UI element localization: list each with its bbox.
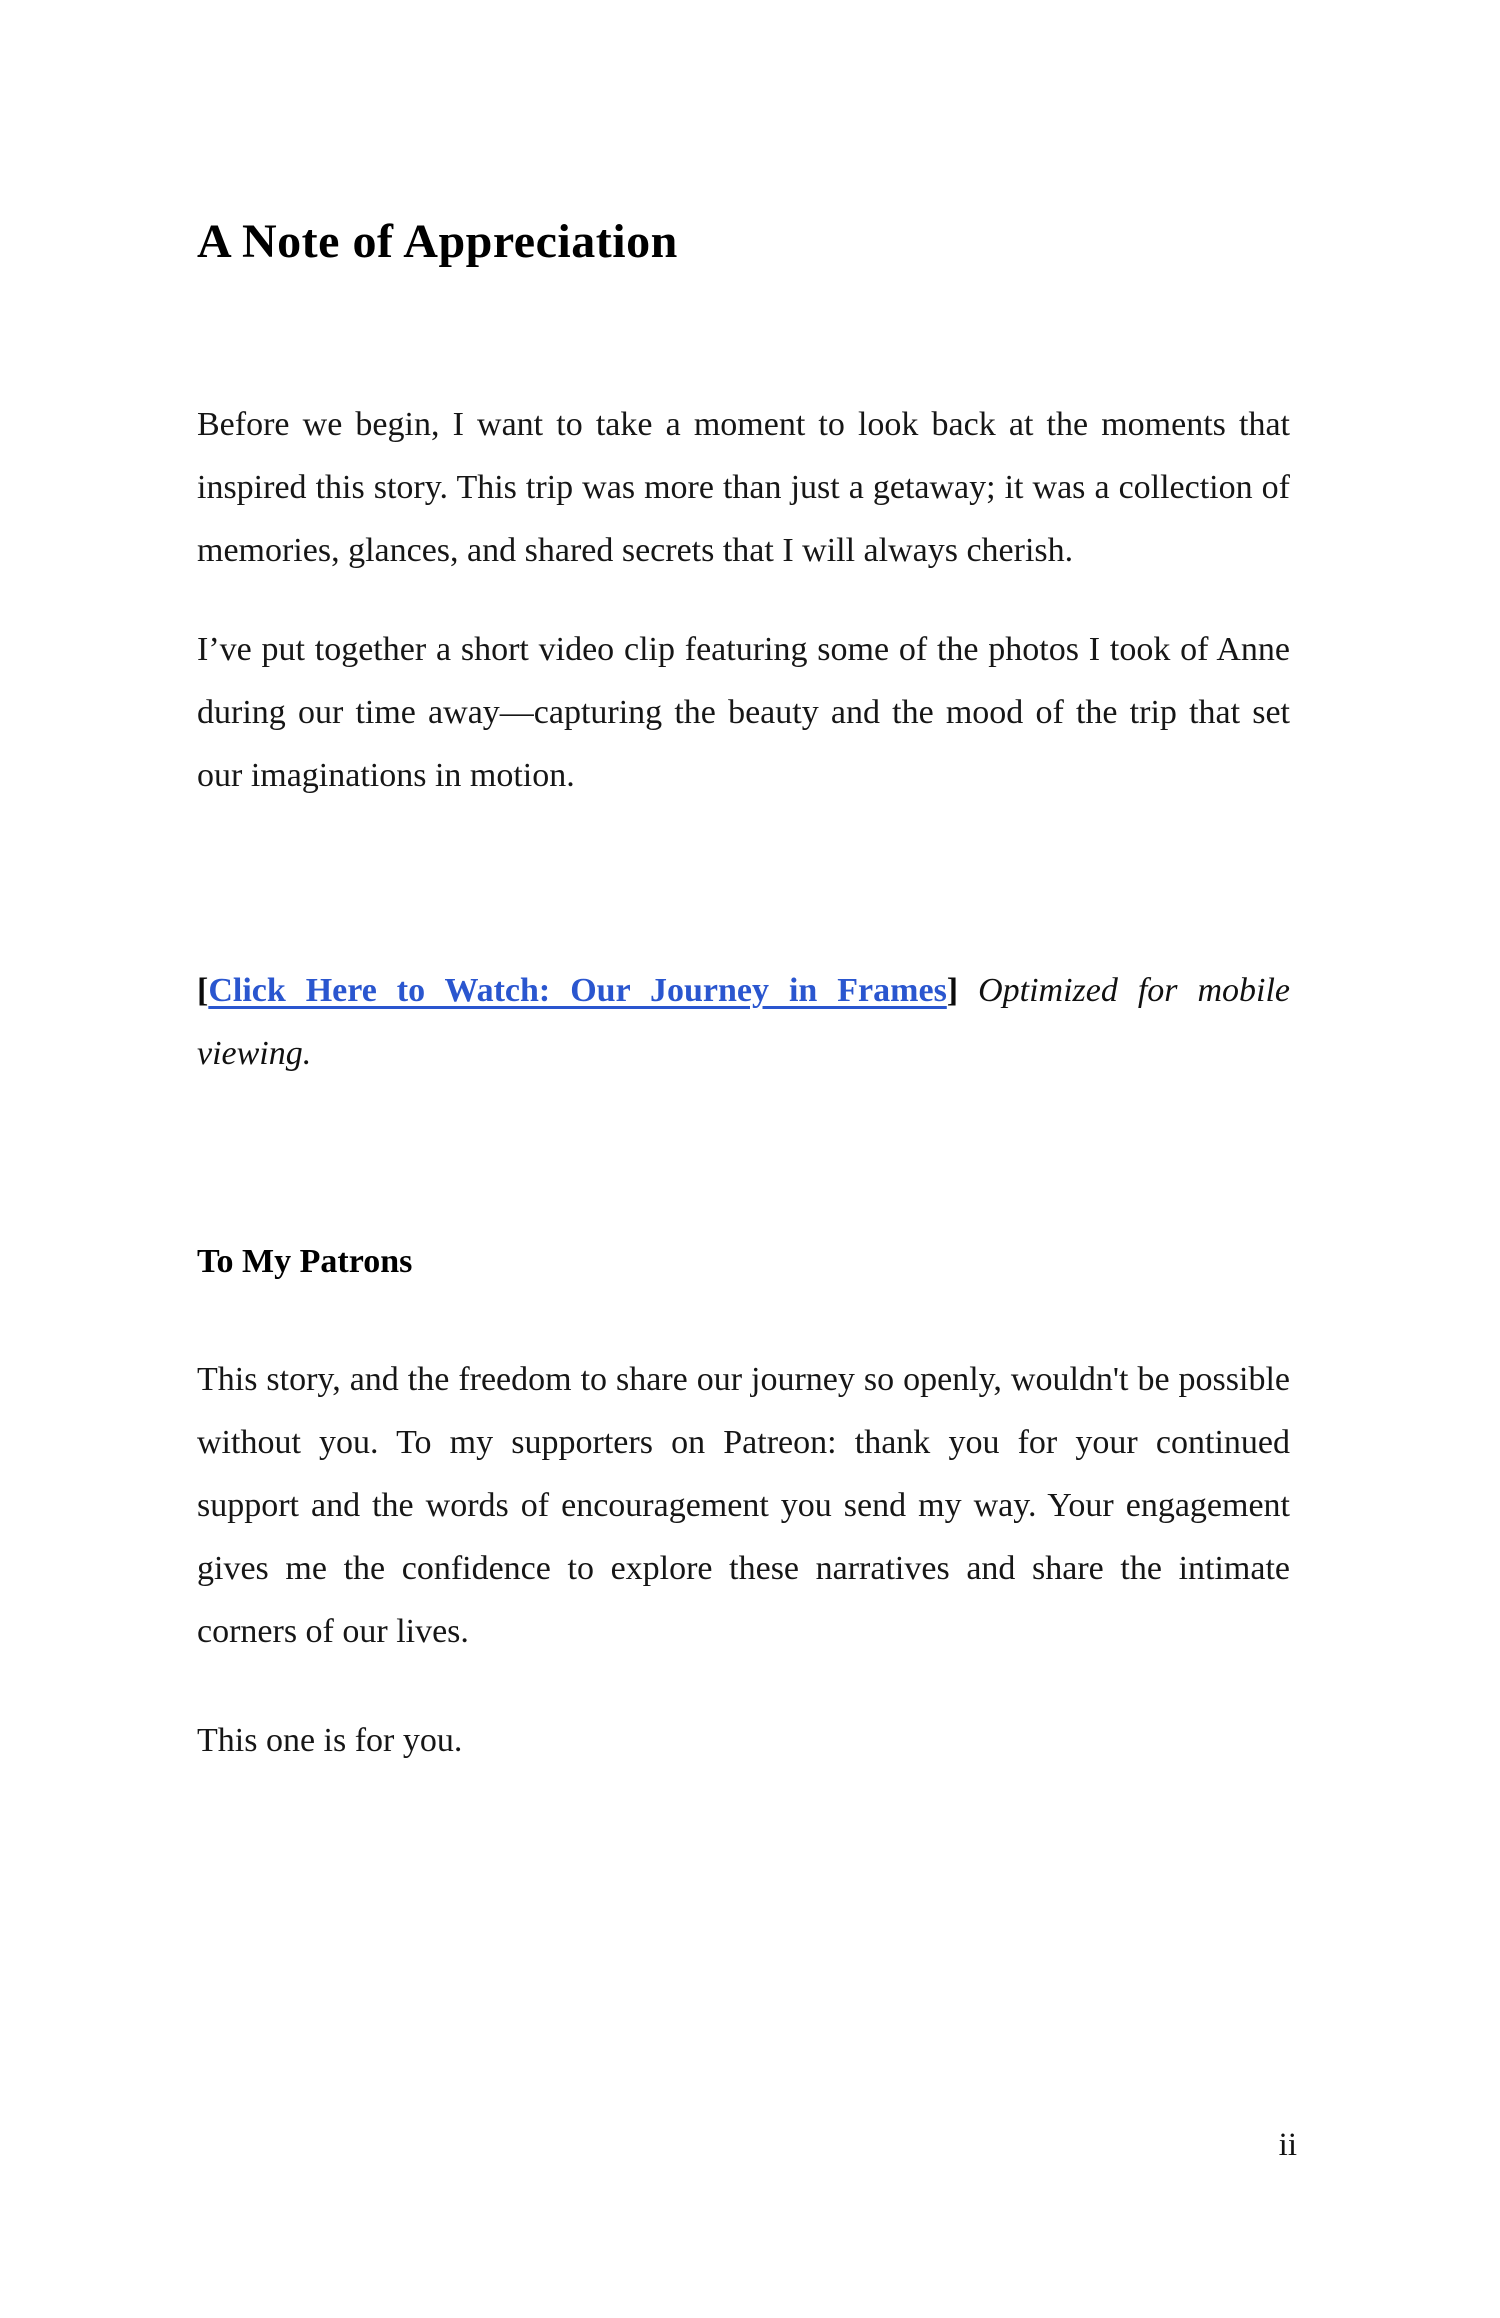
patrons-heading: To My Patrons [197, 1242, 413, 1280]
page-number: ii [1278, 2127, 1297, 2163]
intro-paragraph-2: I’ve put together a short video clip featuring some of the photos I took of Anne during our time away—capturing the beauty and the mood of the trip that set our imaginations in motion. [197, 630, 1290, 794]
page-title: A Note of Appreciation [197, 215, 678, 268]
link-bracket-close: ] [946, 971, 959, 1009]
closing-line: This one is for you. [197, 1721, 463, 1759]
intro-paragraph-1: Before we begin, I want to take a moment to look back at the moments that inspired this story. This trip was more than just a getaway; it was a collection of memories, glances, and shared secrets that I will always cherish. [197, 405, 1290, 569]
link-bracket-open: [ [197, 971, 209, 1009]
link-note: Optimized for mobile viewing. [197, 971, 1291, 1072]
watch-video-link[interactable]: Click Here to Watch: Our Journey in Frames [208, 971, 947, 1009]
patrons-paragraph: This story, and the freedom to share our journey so openly, wouldn't be possible without you. To my supporters on Patreon: thank you for your continued support and the words of encouragement you send my way. Your engagement gives me the confidence to explore these narratives and share the intimate corners of our lives. [197, 1360, 1290, 1650]
video-link-paragraph [197, 959, 1290, 1085]
